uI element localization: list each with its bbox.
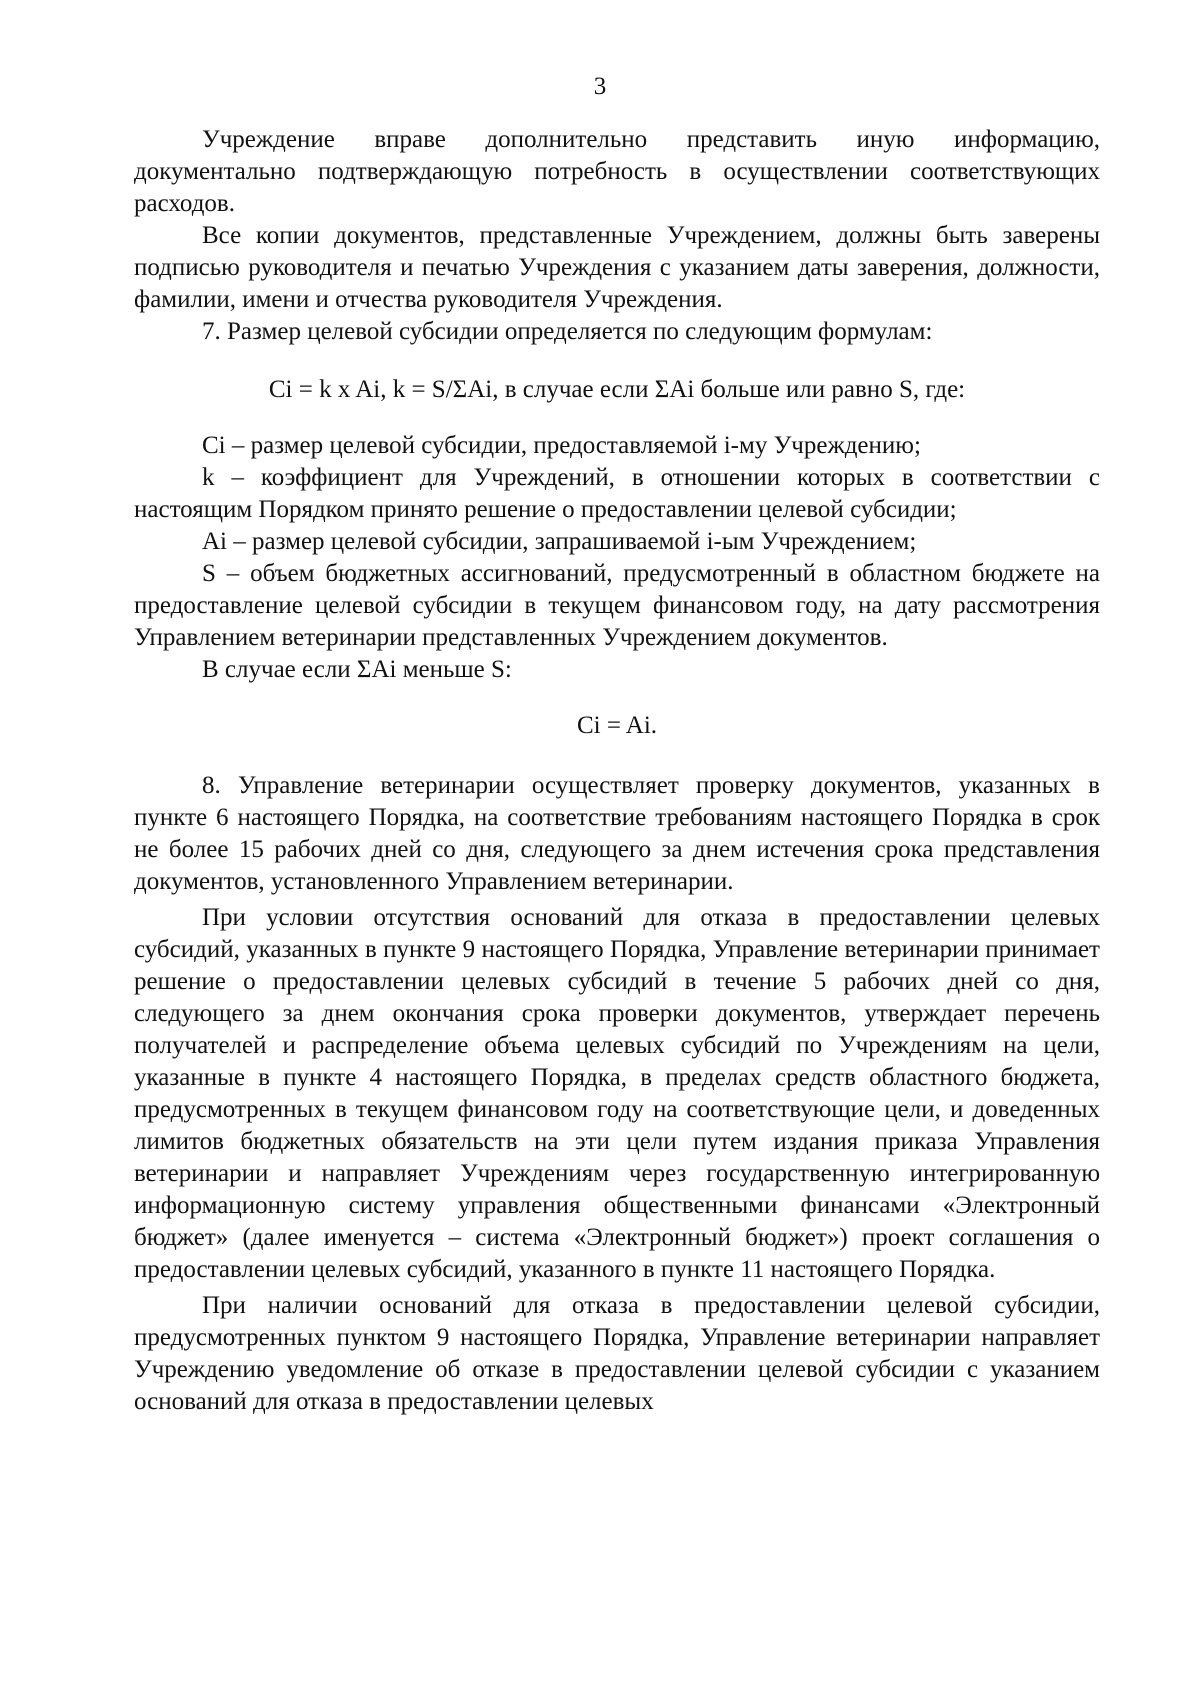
paragraph-subsidy-size-formulas: 7. Размер целевой субсидии определяется по следующим формулам: — [202, 318, 933, 345]
paragraph-document-copies: Все копии документов, представленные Учреждением, должны быть заверены подписью руководителя и печатью Учреждения с указанием даты заверения, должности, фамилии, имени и отчества руководителя Учреждения. — [134, 222, 1100, 313]
paragraph-refusal-notice: При наличии оснований для отказа в предоставлении целевой субсидии, предусмотренных пунктом 9 настоящего Порядка, Управление ветеринарии направляет Учреждению уведомление об отказе в предоставлении целевой субсидии с указанием оснований для отказа в предоставлении целевых — [134, 1292, 1100, 1415]
page-number: 3 — [593, 73, 607, 100]
paragraph-decision-grant: При условии отсутствия оснований для отказа в предоставлении целевых субсидий, указанных в пункте 9 настоящего Порядка, Управление ветеринарии принимает решение о предоставлении целевых субсидий в течение 5 рабочих дней со дня, следующего за днем окончания срока проверки документов, утверждает перечень получателей и распределение объема целевых субсидий по Учреждениям на цели, указанные в пункте 4 настоящего Порядка, в пределах средств областного бюджета, предусмотренных в текущем финансовом году на соответствующие цели, и доведенных лимитов бюджетных обязательств на эти цели путем издания приказа Управления ветеринарии и направляет Учреждениям через государственную интегрированную информационную систему управления общественными финансами «Электронный бюджет» (далее именуется – система «Электронный бюджет») проект соглашения о предоставлении целевых субсидий, указанного в пункте 11 настоящего Порядка. — [134, 904, 1100, 1283]
document-body — [134, 124, 1100, 1418]
definition-k: k – коэффициент для Учреждений, в отношении которых в соответствии с настоящим Порядком принято решение о предоставлении целевой субсидии; — [134, 464, 1100, 523]
definition-ai: Ai – размер целевой субсидии, запрашиваемой i-ым Учреждением; — [202, 528, 917, 555]
definition-s: S – объем бюджетных ассигнований, предусмотренный в областном бюджете на предоставление целевой субсидии в текущем финансовом году, на дату рассмотрения Управлением ветеринарии представленных Учреждением документов. — [134, 560, 1100, 651]
formula-ci-equals-ai: Ci = Ai. — [576, 712, 658, 739]
paragraph-case-less: В случае если ΣAi меньше S: — [202, 656, 512, 683]
paragraph-item-8: 8. Управление ветеринарии осуществляет проверку документов, указанных в пункте 6 настоящего Порядка, на соответствие требованиям настоящего Порядка в срок не более 15 рабочих дней со дня, следующего за днем истечения срока представления документов, установленного Управлением ветеринарии. — [134, 772, 1100, 895]
formula-ci-k-ai: Ci = k x Ai, k = S/ΣAi, в случае если ΣAi больше или равно S, где: — [268, 376, 966, 403]
paragraph-additional-info: Учреждение вправе дополнительно представить иную информацию, документально подтверждающую потребность в осуществлении соответствующих расходов. — [134, 126, 1100, 217]
definition-ci: Ci – размер целевой субсидии, предоставляемой i-му Учреждению; — [202, 432, 921, 459]
